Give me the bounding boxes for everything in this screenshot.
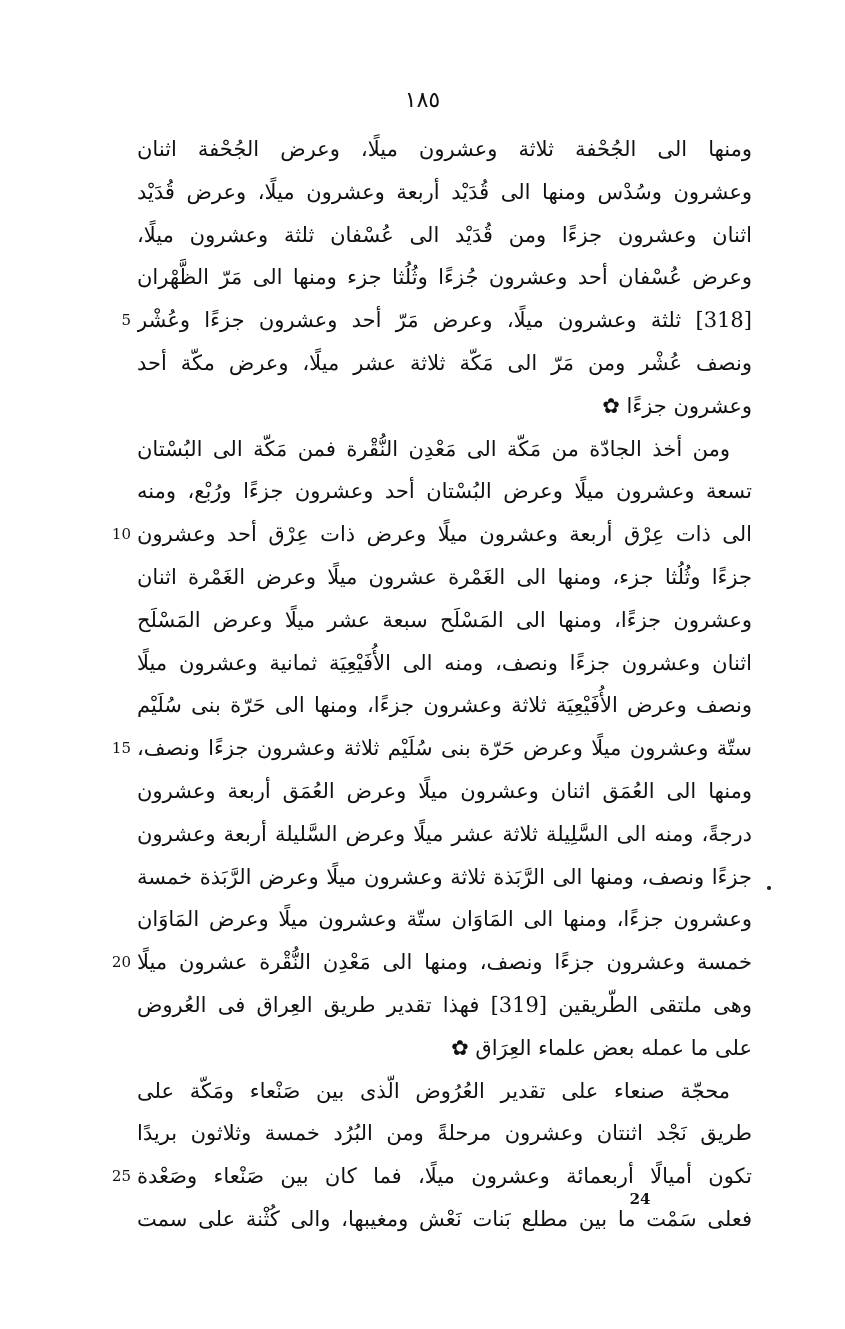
text-line: وعشرون جزءًا ✿ (602, 393, 752, 418)
text-line: على ما عمله بعض علماء العِرَاق ✿ (451, 1035, 752, 1060)
body-text (137, 128, 752, 1241)
text-line: طريق نَجْد اثنتان وعشرون مرحلةً ومن البُرُد خمسة وثلاثون بريدًا (137, 1121, 752, 1146)
text-line: جزءًا وثُلُثا جزء، ومنها الى الغَمْرة عشرون ميلًا وعرض الغَمْرة اثنان (137, 564, 752, 589)
text-line: ونصف وعرض الأُفَيْعِيَة ثلاثة وعشرون جزءًا، ومنها الى حَرّة بنى سُلَيْم (137, 693, 752, 718)
text-line: ونصف عُشْر ومن مَرّ الى مَكّة ثلاثة عشر ميلًا، وعرض مكّة أحد (137, 350, 752, 375)
text-line: اثنان وعشرون جزءًا ونصف، ومنه الى الأُفَيْعِيَة ثمانية وعشرون ميلًا (137, 650, 752, 675)
text-line: ومنها الى الجُحْفة ثلاثة وعشرون ميلًا، وعرض الجُحْفة اثنان (137, 137, 752, 161)
text-line: فعلى سَمْت ما بين مطلع بَنات نَعْش ومغيبها، والى كُثْنة على سمت (137, 1206, 752, 1231)
line-number: 5 (121, 311, 131, 330)
text-line: ومن أخذ الجادّة من مَكّة الى مَعْدِن النُّقْرة فمن مَكّة الى البُسْتان (137, 436, 730, 461)
text-line: وعرض عُسْفان أحد وعشرون جُزءًا وثُلُثا جزء ومنها الى مَرّ الظَّهْران (137, 265, 752, 290)
text-line: ستّة وعشرون ميلًا وعرض حَرّة بنى سُلَيْم ثلاثة وعشرون جزءًا ونصف، (137, 736, 752, 761)
line-number: 20 (111, 953, 131, 972)
text-line: جزءًا ونصف، ومنها الى الرَّبَذة ثلاثة وعشرون ميلًا وعرض الرَّبَذة خمسة (137, 864, 752, 889)
text-line: خمسة وعشرون جزءًا ونصف، ومنها الى مَعْدِن النُّقْرة عشرون ميلًا (137, 950, 752, 975)
text-line: محجّة صنعاء على تقدير العُرُوض الّذى بين صَنْعاء ومَكّة على (137, 1078, 730, 1103)
text-line: وعشرون جزءًا، ومنها الى المَسْلَح سبعة عشر ميلًا وعرض المَسْلَح (137, 607, 752, 632)
text-line: الى ذات عِرْق أربعة وعشرون ميلًا وعرض ذات عِرْق أحد وعشرون (137, 522, 752, 547)
page-number: ١٨٥ (404, 88, 441, 113)
text-line: وعشرون وسُدْس ومنها الى قُدَيْد أربعة وعشرون ميلًا، وعرض قُدَيْد (137, 179, 752, 204)
text-line: تكون أميالًا أربعمائة وعشرون ميلًا، فما كان بين صَنْعاء وصَعْدة (137, 1164, 752, 1189)
line-number: 15 (111, 739, 131, 758)
text-line: وهى ملتقى الطّريقين [319] فهذا تقدير طريق العِراق فى العُروض (137, 992, 752, 1017)
text-line: درجةً، ومنه الى السَّلِيلة ثلاثة عشر ميلًا وعرض السَّليلة أربعة وعشرون (137, 821, 752, 846)
signature-mark: 24 (629, 1190, 651, 1208)
text-line: ومنها الى العُمَق اثنان وعشرون ميلًا وعرض العُمَق أربعة وعشرون (137, 778, 752, 803)
text-line: تسعة وعشرون ميلًا وعرض البُسْتان أحد وعشرون جزءًا ورُبْع، ومنه (137, 479, 752, 504)
line-number: 10 (111, 525, 131, 544)
margin-mark (767, 886, 771, 890)
text-line: [318] ثلثة وعشرون ميلًا، وعرض مَرّ أحد وعشرون جزءًا وعُشْر (137, 308, 752, 333)
text-line: اثنان وعشرون جزءًا ومن قُدَيْد الى عُسْفان ثلثة وعشرون ميلًا، (137, 222, 752, 247)
line-number: 25 (111, 1167, 131, 1186)
text-line: وعشرون جزءًا، ومنها الى المَاوَان ستّة وعشرون ميلًا وعرض المَاوَان (137, 907, 752, 932)
